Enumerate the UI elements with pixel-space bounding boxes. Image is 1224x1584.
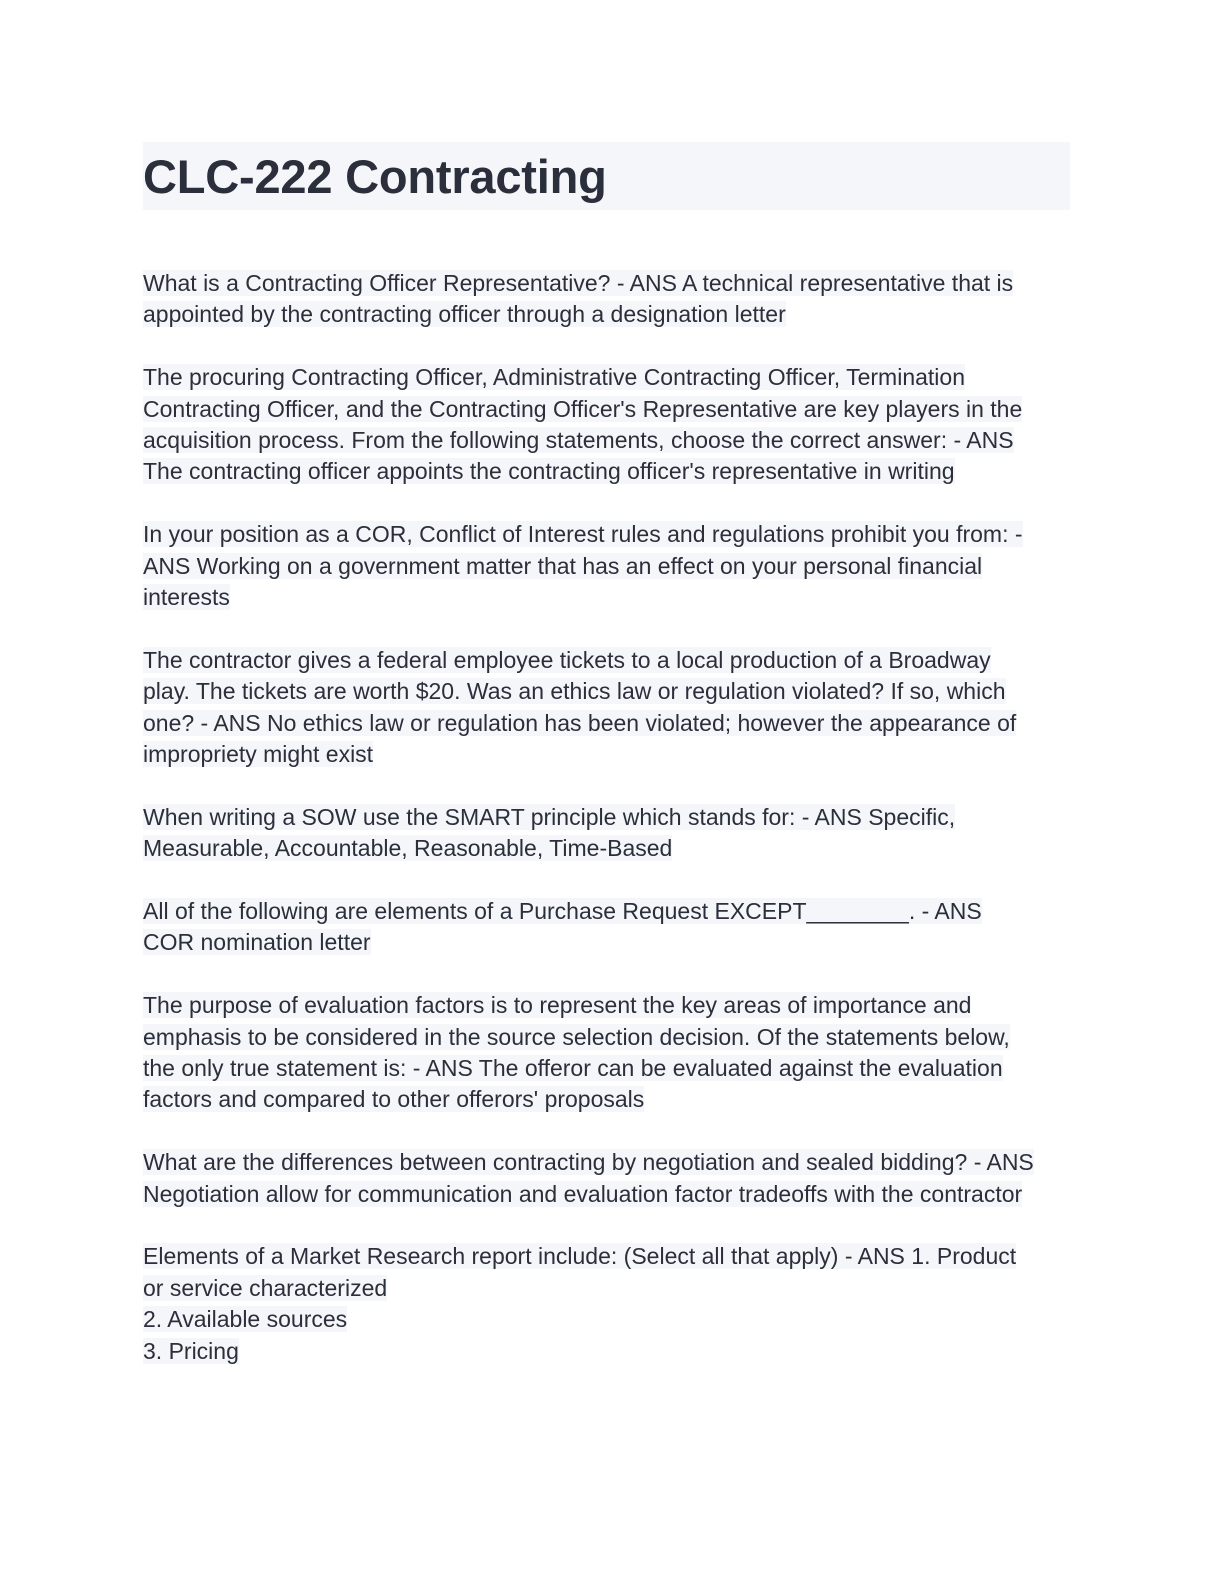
qa-line: impropriety might exist xyxy=(143,741,374,768)
qa-item xyxy=(143,990,1070,1116)
qa-line: COR nomination letter xyxy=(143,929,371,956)
qa-line: or service characterized xyxy=(143,1274,388,1301)
document-page xyxy=(143,142,1070,1398)
qa-line: Contracting Officer, and the Contracting Officer's Representative are key players in the xyxy=(143,395,1023,422)
qa-item xyxy=(143,268,1070,331)
qa-line: ANS Working on a government matter that has an effect on your personal financial xyxy=(143,552,983,579)
qa-line: The purpose of evaluation factors is to represent the key areas of importance and xyxy=(143,992,972,1019)
qa-line: The procuring Contracting Officer, Administrative Contracting Officer, Termination xyxy=(143,364,965,391)
qa-item xyxy=(143,519,1070,613)
qa-list xyxy=(143,268,1070,1367)
qa-line: The contractor gives a federal employee tickets to a local production of a Broadway xyxy=(143,646,991,673)
qa-line: Measurable, Accountable, Reasonable, Time-Based xyxy=(143,835,673,862)
qa-item xyxy=(143,1147,1070,1210)
qa-item xyxy=(143,802,1070,865)
qa-line: 3. Pricing xyxy=(143,1337,239,1364)
title-block xyxy=(143,142,1070,210)
qa-line: When writing a SOW use the SMART principle which stands for: - ANS Specific, xyxy=(143,803,956,830)
qa-line: one? - ANS No ethics law or regulation has been violated; however the appearance of xyxy=(143,709,1017,736)
qa-item xyxy=(143,645,1070,771)
qa-line: All of the following are elements of a Purchase Request EXCEPT________. - ANS xyxy=(143,898,982,925)
qa-item xyxy=(143,1241,1070,1367)
qa-line: 2. Available sources xyxy=(143,1306,348,1333)
qa-item xyxy=(143,896,1070,959)
qa-line: emphasis to be considered in the source selection decision. Of the statements below, xyxy=(143,1023,1010,1050)
qa-line: factors and compared to other offerors' proposals xyxy=(143,1086,645,1113)
qa-line: What is a Contracting Officer Representative? - ANS A technical representative that is xyxy=(143,270,1014,296)
page-title: CLC-222 Contracting xyxy=(143,149,607,203)
qa-line: interests xyxy=(143,584,230,611)
qa-line: acquisition process. From the following statements, choose the correct answer: - ANS xyxy=(143,427,1014,454)
qa-line: In your position as a COR, Conflict of Interest rules and regulations prohibit you from: - xyxy=(143,521,1023,548)
qa-line: play. The tickets are worth $20. Was an ethics law or regulation violated? If so, which xyxy=(143,678,1006,705)
qa-line: appointed by the contracting officer through a designation letter xyxy=(143,301,786,328)
qa-line: Elements of a Market Research report include: (Select all that apply) - ANS 1. Product xyxy=(143,1243,1017,1270)
qa-line: Negotiation allow for communication and evaluation factor tradeoffs with the contractor xyxy=(143,1180,1023,1207)
qa-line: the only true statement is: - ANS The offeror can be evaluated against the evaluation xyxy=(143,1055,1003,1082)
qa-line: The contracting officer appoints the contracting officer's representative in writing xyxy=(143,458,955,485)
qa-line: What are the differences between contracting by negotiation and sealed bidding? - ANS xyxy=(143,1149,1034,1176)
qa-item xyxy=(143,362,1070,488)
